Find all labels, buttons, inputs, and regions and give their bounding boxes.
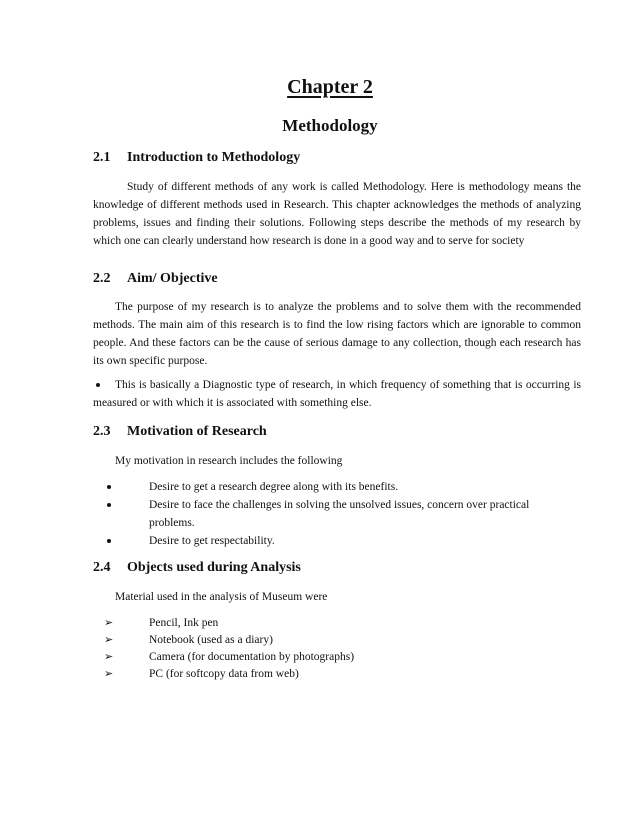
motivation-intro: My motivation in research includes the following <box>115 455 343 467</box>
section-paragraph-2-1: Study of different methods of any work is called Methodology. Here is methodology means the knowledge of different methods used in Research. This chapter acknowledges the methods of analyzing problems, issues and finding their solutions. Following steps describe the methods of my research by which one can clearly understand how research is done in a good way and to serve for society <box>93 181 581 247</box>
list-item-text: Desire to get respectability. <box>149 535 275 547</box>
bullet-dot-icon <box>107 539 111 543</box>
arrow-bullet-icon: ➢ <box>104 667 114 680</box>
diagnostic-bullet-paragraph <box>93 376 581 412</box>
section-title: Motivation of Research <box>127 424 267 439</box>
list-item <box>107 496 577 532</box>
list-item <box>104 648 574 666</box>
list-item <box>107 532 577 550</box>
list-item-text: PC (for softcopy data from web) <box>149 668 299 680</box>
bullet-dot-icon <box>107 503 111 507</box>
list-item <box>104 665 574 683</box>
section-number: 2.3 <box>93 424 111 439</box>
section-title: Objects used during Analysis <box>127 560 301 575</box>
section-heading-2-2 <box>93 271 218 287</box>
section-title: Aim/ Objective <box>127 271 218 286</box>
section-number: 2.2 <box>93 271 111 286</box>
section-title: Introduction to Methodology <box>127 150 301 165</box>
arrow-bullet-icon: ➢ <box>104 616 114 629</box>
section-heading-2-4 <box>93 560 301 576</box>
list-item <box>104 631 574 649</box>
diagnostic-bullet-text: This is basically a Diagnostic type of research, in which frequency of something that is occurring is measured or with which it is associated with something else. <box>93 379 581 409</box>
bullet-dot-icon <box>107 485 111 489</box>
section-heading-2-1 <box>93 150 300 166</box>
section-heading-2-3 <box>93 424 267 440</box>
section-number: 2.1 <box>93 150 111 165</box>
list-item <box>104 614 574 632</box>
list-item-text: Pencil, Ink pen <box>149 617 219 629</box>
list-item-text: Desire to get a research degree along with its benefits. <box>149 481 399 493</box>
list-item-text: Camera (for documentation by photographs) <box>149 651 355 663</box>
list-item-text: Desire to face the challenges in solving the unsolved issues, concern over practical problems. <box>149 499 530 529</box>
list-item <box>107 478 577 496</box>
chapter-subtitle: Methodology <box>282 116 378 135</box>
list-item-text: Notebook (used as a diary) <box>149 634 273 646</box>
arrow-bullet-icon: ➢ <box>104 633 114 646</box>
bullet-dot-icon <box>96 383 100 387</box>
section-paragraph-2-2: The purpose of my research is to analyze the problems and to solve them with the recommended methods. The main aim of this research is to find the low rising factors which are ignorable to common people. And these factors can be the cause of serious damage to any collection, though each research has its own specific purpose. <box>93 301 581 367</box>
materials-intro: Material used in the analysis of Museum were <box>115 591 328 603</box>
section-number: 2.4 <box>93 560 111 575</box>
arrow-bullet-icon: ➢ <box>104 650 114 663</box>
chapter-title: Chapter 2 <box>287 76 373 98</box>
